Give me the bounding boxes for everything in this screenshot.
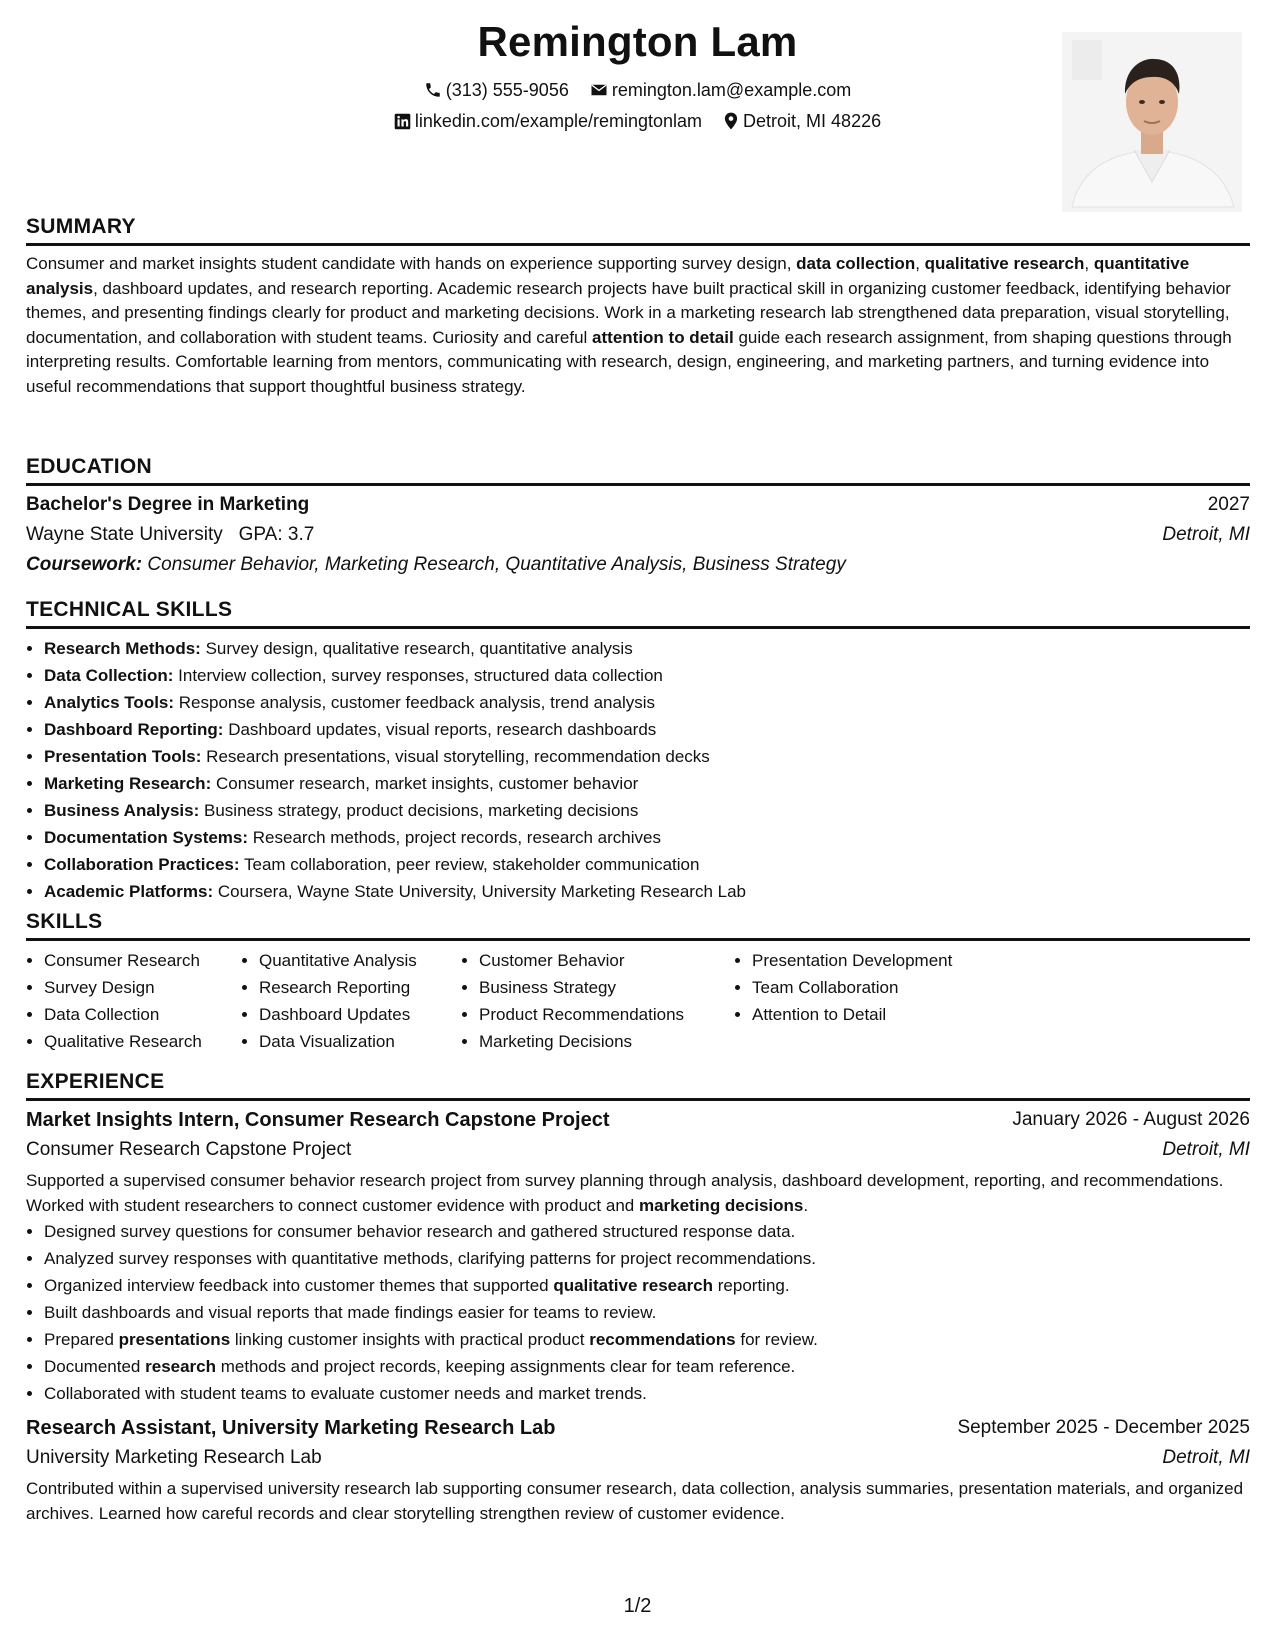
skill-item: • Business Strategy xyxy=(479,974,684,1001)
experience-section xyxy=(26,1070,1250,1526)
job-dates: September 2025 - December 2025 xyxy=(957,1417,1250,1438)
job-bullet xyxy=(44,1272,1250,1299)
bullet-highlight: qualitative research xyxy=(553,1276,714,1295)
job-location: Detroit, MI xyxy=(1162,1139,1250,1160)
tech-skill-item xyxy=(44,635,1250,662)
summary-section xyxy=(26,215,1250,399)
skill-item: • Data Visualization xyxy=(259,1028,417,1055)
skill-item: • Marketing Decisions xyxy=(479,1028,684,1055)
bullet-text: Organized interview feedback into customer themes that supported xyxy=(44,1276,554,1295)
job-title-row xyxy=(26,1105,1250,1135)
skill-item: • Team Collaboration xyxy=(752,974,952,1001)
school-info xyxy=(26,524,314,546)
skills-section xyxy=(26,910,1250,1057)
tech-skill-label: Marketing Research: xyxy=(44,774,212,793)
page-number: 1/2 xyxy=(623,1595,652,1617)
tech-skill-label: Analytics Tools: xyxy=(44,693,175,712)
job-desc-part: Contributed within a supervised university research lab supporting consumer research, data collection, analysis summaries, presentation materials, and organized archives. Learned how careful records and clear storytelling strengthen review of customer evidence. xyxy=(26,1479,1244,1523)
summary-highlight: qualitative research xyxy=(924,254,1085,273)
tech-skill-value: Interview collection, survey responses, structured data collection xyxy=(178,666,663,685)
bullet-text: reporting. xyxy=(713,1276,790,1295)
job-dates: January 2026 - August 2026 xyxy=(1012,1109,1250,1130)
skill-item: • Product Recommendations xyxy=(479,1001,684,1028)
skills-column xyxy=(734,947,952,1028)
job-desc-part: . xyxy=(803,1195,809,1215)
envelope-icon xyxy=(590,81,608,99)
summary-heading: SUMMARY xyxy=(26,215,1250,246)
coursework-list: Consumer Behavior, Marketing Research, Quantitative Analysis, Business Strategy xyxy=(147,554,846,575)
bullet-highlight: presentations xyxy=(118,1330,231,1349)
skill-item: • Presentation Development xyxy=(752,947,952,974)
phone-contact xyxy=(424,80,569,101)
tech-skill-label: Academic Platforms: xyxy=(44,882,214,901)
candidate-name: Remington Lam xyxy=(477,18,798,65)
tech-skill-value: Consumer research, market insights, customer behavior xyxy=(215,774,639,793)
bullet-text: Analyzed survey responses with quantitative methods, clarifying patterns for project recommendations. xyxy=(44,1249,816,1268)
skill-item: • Dashboard Updates xyxy=(259,1001,417,1028)
education-degree-row xyxy=(26,490,1250,520)
location-contact xyxy=(723,111,881,132)
skill-item: • Qualitative Research xyxy=(44,1028,202,1055)
tech-skill-item xyxy=(44,662,1250,689)
job-description xyxy=(26,1477,1250,1526)
job-organization: University Marketing Research Lab xyxy=(26,1447,322,1468)
coursework-row xyxy=(26,550,1250,580)
degree-name: Bachelor's Degree in Marketing xyxy=(26,494,310,515)
location-text: Detroit, MI 48226 xyxy=(743,111,882,131)
job-org-row xyxy=(26,1443,1250,1473)
school-name: Wayne State University xyxy=(26,524,223,545)
summary-paragraph xyxy=(26,252,1250,399)
job-title: Market Insights Intern, Consumer Research Capstone Project xyxy=(26,1109,610,1131)
education-heading: EDUCATION xyxy=(26,455,1250,486)
tech-skill-value: Dashboard updates, visual reports, research dashboards xyxy=(228,720,657,739)
job-desc-highlight: marketing decisions xyxy=(638,1195,804,1215)
tech-skill-value: Research presentations, visual storytelling, recommendation decks xyxy=(206,747,710,766)
bullet-text: Collaborated with student teams to evaluate customer needs and market trends. xyxy=(44,1384,647,1403)
summary-text-part: Consumer and market insights student candidate with hands on experience supporting survey design, xyxy=(26,254,797,273)
bullet-text: Documented xyxy=(44,1357,146,1376)
skill-item: • Quantitative Analysis xyxy=(259,947,417,974)
job-bullet xyxy=(44,1245,1250,1272)
summary-text-part: , dashboard updates, and research reporting. Academic research projects have built practical skill in organizing customer feedback, identifying behavior themes, and presenting findings clearly for product and marketing decisions. Work in a marketing research lab strengthened data preparation, visual storytelling, documentation, and collaboration with student teams. Curiosity and careful xyxy=(26,278,1231,347)
coursework-label: Coursework: xyxy=(26,554,143,575)
job-bullet xyxy=(44,1326,1250,1353)
skills-column xyxy=(241,947,417,1055)
profile-photo xyxy=(1062,32,1242,212)
phone-text: (313) 555-9056 xyxy=(445,80,569,100)
skill-item: • Research Reporting xyxy=(259,974,417,1001)
skill-item: • Survey Design xyxy=(44,974,202,1001)
tech-skill-value: Team collaboration, peer review, stakeholder communication xyxy=(243,855,700,874)
skills-column xyxy=(26,947,202,1055)
bullet-text: Built dashboards and visual reports that made findings easier for teams to review. xyxy=(44,1303,657,1322)
job-location: Detroit, MI xyxy=(1162,1447,1250,1468)
tech-skill-label: Collaboration Practices: xyxy=(44,855,240,874)
tech-skill-item xyxy=(44,689,1250,716)
tech-skill-value: Survey design, qualitative research, quantitative analysis xyxy=(205,639,633,658)
technical-skills-heading: TECHNICAL SKILLS xyxy=(26,598,1250,629)
skill-item: • Consumer Research xyxy=(44,947,202,974)
skill-item: • Customer Behavior xyxy=(479,947,684,974)
job-title-row xyxy=(26,1413,1250,1443)
email-text: remington.lam@example.com xyxy=(611,80,852,100)
map-pin-icon xyxy=(723,112,739,130)
summary-highlight: quantitative analysis xyxy=(26,254,1190,298)
tech-skill-value: Research methods, project records, research archives xyxy=(252,828,661,847)
tech-skill-item xyxy=(44,878,1250,905)
bullet-text: for review. xyxy=(735,1330,818,1349)
phone-icon xyxy=(424,81,442,99)
bullet-text: linking customer insights with practical product xyxy=(230,1330,590,1349)
technical-skills-list xyxy=(26,635,1250,905)
gpa: GPA: 3.7 xyxy=(238,524,315,545)
coursework xyxy=(26,554,846,576)
job-desc-part: Supported a supervised consumer behavior research project from survey planning through analysis, dashboard development, reporting, and recommendations. Worked with student researchers to connect customer evidence with product and xyxy=(26,1171,1224,1215)
tech-skill-item xyxy=(44,824,1250,851)
summary-text-part: , xyxy=(1084,254,1094,273)
tech-skill-item xyxy=(44,797,1250,824)
tech-skill-item xyxy=(44,716,1250,743)
linkedin-icon xyxy=(394,113,411,130)
graduation-year: 2027 xyxy=(1207,494,1250,515)
summary-text-part: guide each research assignment, from shaping questions through interpreting results. Comfortable learning from mentors, communicating with research, design, engineering, and marketing partners, and turning evidence into useful recommendations that support thoughtful business strategy. xyxy=(26,327,1232,396)
tech-skill-item xyxy=(44,770,1250,797)
job-title: Research Assistant, University Marketing Research Lab xyxy=(26,1417,556,1439)
job-entry xyxy=(26,1413,1250,1526)
education-school-row xyxy=(26,520,1250,550)
experience-heading: EXPERIENCE xyxy=(26,1070,1250,1101)
tech-skill-item xyxy=(44,851,1250,878)
bullet-text: methods and project records, keeping assignments clear for team reference. xyxy=(216,1357,796,1376)
school-location: Detroit, MI xyxy=(1162,524,1250,545)
education-section xyxy=(26,455,1250,580)
skill-item: • Data Collection xyxy=(44,1001,202,1028)
technical-skills-section xyxy=(26,598,1250,905)
summary-highlight: attention to detail xyxy=(592,327,734,347)
job-bullets xyxy=(26,1218,1250,1407)
bullet-text: Designed survey questions for consumer behavior research and gathered structured response data. xyxy=(44,1222,796,1241)
tech-skill-value: Response analysis, customer feedback analysis, trend analysis xyxy=(178,693,656,712)
job-description xyxy=(26,1169,1250,1218)
bullet-text: Prepared xyxy=(44,1330,119,1349)
job-bullet xyxy=(44,1353,1250,1380)
tech-skill-label: Data Collection: xyxy=(44,666,174,685)
job-entry xyxy=(26,1105,1250,1407)
tech-skill-value: Business strategy, product decisions, marketing decisions xyxy=(204,801,639,820)
tech-skill-label: Documentation Systems: xyxy=(44,828,249,847)
skill-item: • Attention to Detail xyxy=(752,1001,952,1028)
email-contact[interactable] xyxy=(590,80,851,101)
tech-skill-value: Coursera, Wayne State University, University Marketing Research Lab xyxy=(217,882,747,901)
tech-skill-label: Dashboard Reporting: xyxy=(44,720,224,739)
skills-grid xyxy=(26,947,1250,1057)
skills-column xyxy=(461,947,684,1055)
tech-skill-label: Business Analysis: xyxy=(44,801,200,820)
tech-skill-item xyxy=(44,743,1250,770)
job-org-row xyxy=(26,1135,1250,1165)
summary-text-part: , xyxy=(915,254,925,273)
job-bullet xyxy=(44,1380,1250,1407)
tech-skill-label: Presentation Tools: xyxy=(44,747,202,766)
job-bullet xyxy=(44,1299,1250,1326)
tech-skill-label: Research Methods: xyxy=(44,639,201,658)
summary-highlight: data collection xyxy=(796,254,916,273)
bullet-highlight: recommendations xyxy=(589,1330,736,1349)
bullet-highlight: research xyxy=(145,1357,217,1376)
linkedin-contact[interactable] xyxy=(394,111,702,132)
job-organization: Consumer Research Capstone Project xyxy=(26,1139,352,1160)
skills-heading: SKILLS xyxy=(26,910,1250,941)
linkedin-text: linkedin.com/example/remingtonlam xyxy=(414,111,703,131)
job-bullet xyxy=(44,1218,1250,1245)
